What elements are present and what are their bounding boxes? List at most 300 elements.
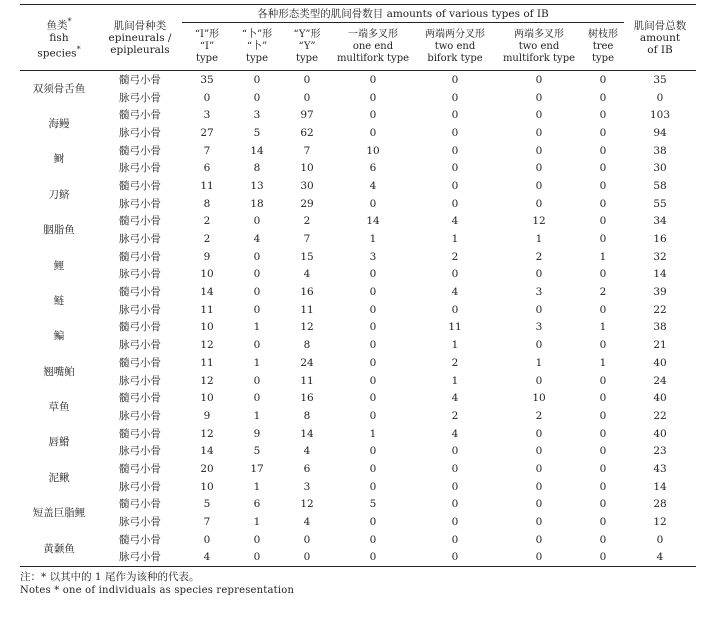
fish-species-name: 鲤: [53, 259, 65, 272]
type-count: 0: [535, 445, 543, 458]
fish-species-name: 泥鳅: [48, 471, 70, 484]
type-count: 15: [300, 250, 314, 263]
type-count: 1: [253, 516, 261, 529]
type-count: 1: [369, 233, 377, 246]
type-count: 1: [369, 427, 377, 440]
type-count: 11: [200, 179, 214, 192]
type-count: 5: [369, 498, 377, 511]
type-count: 4: [182, 549, 232, 567]
type-count: 16: [300, 392, 314, 405]
type-count: 0: [599, 233, 607, 246]
total-value: 16: [653, 233, 667, 246]
header-ib-kind: 肌间骨种类 epineurals / epipleurals: [98, 5, 182, 71]
type-count: 11: [300, 303, 314, 316]
type-count: 0: [535, 480, 543, 493]
total-value: 14: [653, 268, 667, 281]
type-count: 0: [369, 339, 377, 352]
type-count: 0: [599, 109, 607, 122]
type-count: 0: [451, 480, 459, 493]
type-count: 0: [451, 162, 459, 175]
ib-kind: 脉弓小骨: [119, 268, 161, 281]
fish-species-name: 鲥: [53, 153, 65, 166]
table-row: [20, 89, 696, 107]
ib-kind: 髓弓小骨: [119, 427, 161, 440]
total-value: 32: [653, 250, 667, 263]
type-count: 0: [535, 162, 543, 175]
type-count: 0: [535, 268, 543, 281]
ib-kind: 脉弓小骨: [119, 374, 161, 387]
type-count: 0: [599, 480, 607, 493]
type-count: 9: [203, 250, 211, 263]
type-count: 1: [451, 233, 459, 246]
type-count: 30: [300, 179, 314, 192]
type-count: 0: [535, 197, 543, 210]
type-count: 0: [599, 91, 607, 104]
table-row: [20, 531, 696, 549]
type-count: 2: [203, 215, 211, 228]
ib-kind: 髓弓小骨: [119, 250, 161, 263]
type-count: 6: [369, 162, 377, 175]
type-count: 5: [253, 445, 261, 458]
type-count: 0: [332, 549, 414, 567]
type-count: 3: [253, 109, 261, 122]
table-row: [20, 71, 696, 89]
ib-kind: 脉弓小骨: [119, 91, 161, 104]
table-row: [20, 496, 696, 514]
type-count: 2: [451, 409, 459, 422]
type-count: 0: [369, 374, 377, 387]
type-count: 3: [203, 109, 211, 122]
type-count: 29: [300, 197, 314, 210]
table-row: [20, 513, 696, 531]
type-count: 5: [253, 126, 261, 139]
type-count: 0: [599, 339, 607, 352]
type-count: 9: [253, 427, 261, 440]
fish-species-name: 黄颡鱼: [20, 531, 98, 567]
type-count: 2: [535, 250, 543, 263]
type-count: 4: [303, 516, 311, 529]
total-value: 38: [653, 321, 667, 334]
type-count: 13: [250, 179, 264, 192]
note-chinese: 注：* 以其中的 1 尾作为该种的代表。: [20, 571, 200, 584]
table-row: [20, 460, 696, 478]
type-count: 0: [203, 91, 211, 104]
table-row: [20, 389, 696, 407]
type-count: 0: [535, 427, 543, 440]
table-figure: [20, 4, 696, 598]
type-count: 0: [303, 533, 311, 546]
type-count: 1: [535, 233, 543, 246]
type-count: 12: [532, 215, 546, 228]
header-type-2: “Y”形 “Y” type: [282, 23, 332, 71]
type-count: 0: [451, 268, 459, 281]
total-value: 58: [653, 179, 667, 192]
total-value: 43: [653, 462, 667, 475]
type-count: 0: [599, 516, 607, 529]
ib-kind: 髓弓小骨: [119, 286, 161, 299]
total-value: 38: [653, 144, 667, 157]
type-count: 0: [599, 162, 607, 175]
type-count: 0: [599, 409, 607, 422]
table-row: [20, 442, 696, 460]
type-count: 0: [451, 144, 459, 157]
type-count: 0: [253, 91, 261, 104]
type-count: 4: [303, 268, 311, 281]
type-count: 6: [203, 162, 211, 175]
fish-species-name: 双须骨舌鱼: [32, 82, 86, 95]
type-count: 0: [369, 197, 377, 210]
fish-species-name: 唇䱻: [48, 436, 70, 449]
type-count: 0: [451, 109, 459, 122]
type-count: 0: [253, 268, 261, 281]
total-value: 35: [653, 73, 667, 86]
type-count: 0: [369, 356, 377, 369]
type-count: 0: [451, 445, 459, 458]
type-count: 1: [253, 356, 261, 369]
header-type-6: 树枝形 tree type: [582, 23, 624, 71]
type-count: 0: [599, 445, 607, 458]
type-count: 0: [369, 533, 377, 546]
type-count: 0: [451, 197, 459, 210]
total-value: 22: [653, 303, 667, 316]
type-count: 2: [599, 286, 607, 299]
ib-kind: 脉弓小骨: [119, 480, 161, 493]
ib-kind: 髓弓小骨: [119, 179, 161, 192]
type-count: 12: [300, 321, 314, 334]
type-count: 0: [369, 445, 377, 458]
table-row: [20, 159, 696, 177]
intermuscular-bone-table: [20, 4, 696, 567]
type-count: 11: [200, 356, 214, 369]
type-count: 0: [535, 126, 543, 139]
type-count: 0: [253, 339, 261, 352]
type-count: 6: [253, 498, 261, 511]
type-count: 1: [451, 374, 459, 387]
type-count: 1: [253, 409, 261, 422]
type-count: 7: [203, 144, 211, 157]
type-count: 0: [535, 339, 543, 352]
ib-kind: 脉弓小骨: [119, 303, 161, 316]
type-count: 0: [369, 268, 377, 281]
type-count: 0: [599, 126, 607, 139]
fish-species-name: 翘嘴鲌: [43, 365, 75, 378]
table-row: [20, 407, 696, 425]
type-count: 7: [203, 516, 211, 529]
type-count: 0: [582, 549, 624, 567]
type-count: 0: [451, 126, 459, 139]
ib-kind: 脉弓小骨: [119, 197, 161, 210]
type-count: 0: [253, 303, 261, 316]
ib-kind: 脉弓小骨: [119, 409, 161, 422]
type-count: 0: [369, 126, 377, 139]
type-count: 12: [300, 498, 314, 511]
table-notes: [20, 570, 696, 598]
header-type-5: 两端多叉形 two end multifork type: [496, 23, 582, 71]
type-count: 0: [535, 516, 543, 529]
ib-kind: 脉弓小骨: [119, 516, 161, 529]
type-count: 8: [303, 339, 311, 352]
type-count: 0: [451, 516, 459, 529]
type-count: 4: [451, 215, 459, 228]
total-value: 21: [653, 339, 667, 352]
fish-species-name: 胭脂鱼: [43, 224, 75, 237]
type-count: 0: [599, 268, 607, 281]
type-count: 14: [200, 445, 214, 458]
type-count: 0: [369, 480, 377, 493]
type-count: 0: [451, 462, 459, 475]
fish-species-name: 鲢: [53, 294, 65, 307]
ib-kind: 髓弓小骨: [119, 73, 161, 86]
total-value: 4: [624, 549, 696, 567]
type-count: 18: [250, 197, 264, 210]
total-value: 40: [653, 427, 667, 440]
fish-species-name: 短盖巨脂鲤: [32, 507, 86, 520]
header-type-group: 各种形态类型的肌间骨数目 amounts of various types of IB: [182, 5, 624, 23]
table-row: [20, 301, 696, 319]
type-count: 3: [535, 286, 543, 299]
type-count: 0: [451, 498, 459, 511]
header-type-4: 两端两分叉形 two end bifork type: [414, 23, 496, 71]
type-count: 0: [282, 549, 332, 567]
total-value: 23: [653, 445, 667, 458]
type-count: 12: [200, 374, 214, 387]
type-count: 0: [303, 91, 311, 104]
type-count: 4: [253, 233, 261, 246]
type-count: 14: [200, 286, 214, 299]
type-count: 2: [203, 233, 211, 246]
type-count: 10: [300, 162, 314, 175]
type-count: 0: [535, 533, 543, 546]
type-count: 8: [303, 409, 311, 422]
total-value: 0: [656, 91, 664, 104]
total-value: 40: [653, 392, 667, 405]
type-count: 0: [253, 215, 261, 228]
type-count: 0: [535, 462, 543, 475]
type-count: 4: [451, 392, 459, 405]
type-count: 0: [535, 498, 543, 511]
type-count: 0: [599, 197, 607, 210]
type-count: 14: [366, 215, 380, 228]
total-value: 55: [653, 197, 667, 210]
total-value: 0: [656, 533, 664, 546]
fish-species-name: 刀鲚: [48, 188, 70, 201]
type-count: 0: [303, 73, 311, 86]
ib-kind: 髓弓小骨: [119, 215, 161, 228]
type-count: 0: [599, 374, 607, 387]
table-row: [20, 372, 696, 390]
fish-species-name: 鳊: [53, 330, 65, 343]
type-count: 0: [451, 179, 459, 192]
type-count: 14: [250, 144, 264, 157]
type-count: 0: [451, 73, 459, 86]
ib-kind: 髓弓小骨: [119, 392, 161, 405]
table-row: [20, 425, 696, 443]
table-row: [20, 283, 696, 301]
total-value: 22: [653, 409, 667, 422]
type-count: 0: [253, 250, 261, 263]
table-row: [20, 354, 696, 372]
ib-kind: 髓弓小骨: [119, 533, 161, 546]
type-count: 0: [369, 392, 377, 405]
type-count: 7: [303, 144, 311, 157]
ib-kind: 髓弓小骨: [119, 462, 161, 475]
ib-kind: 脉弓小骨: [119, 339, 161, 352]
type-count: 5: [203, 498, 211, 511]
ib-kind: 脉弓小骨: [119, 445, 161, 458]
type-count: 1: [535, 356, 543, 369]
type-count: 0: [535, 303, 543, 316]
type-count: 0: [253, 392, 261, 405]
type-count: 0: [535, 109, 543, 122]
type-count: 16: [300, 286, 314, 299]
type-count: 0: [369, 462, 377, 475]
header-type-0: “I”形 “I” type: [182, 23, 232, 71]
header-type-3: 一端多叉形 one end multifork type: [332, 23, 414, 71]
type-count: 24: [300, 356, 314, 369]
type-count: 0: [369, 303, 377, 316]
type-count: 0: [496, 549, 582, 567]
type-count: 0: [535, 73, 543, 86]
type-count: 0: [232, 549, 282, 567]
type-count: 0: [535, 91, 543, 104]
table-row: [20, 478, 696, 496]
type-count: 10: [532, 392, 546, 405]
type-count: 1: [599, 356, 607, 369]
table-row: [20, 142, 696, 160]
ib-kind: 脉弓小骨: [98, 549, 182, 567]
type-count: 3: [535, 321, 543, 334]
table-row: [20, 106, 696, 124]
type-count: 0: [599, 303, 607, 316]
type-count: 1: [253, 321, 261, 334]
type-count: 0: [599, 427, 607, 440]
type-count: 0: [535, 374, 543, 387]
type-count: 0: [451, 91, 459, 104]
ib-kind: 脉弓小骨: [119, 162, 161, 175]
type-count: 0: [599, 392, 607, 405]
type-count: 0: [203, 533, 211, 546]
table-row: [20, 266, 696, 284]
type-count: 10: [200, 268, 214, 281]
type-count: 0: [369, 321, 377, 334]
type-count: 0: [599, 144, 607, 157]
type-count: 11: [200, 303, 214, 316]
ib-kind: 脉弓小骨: [119, 233, 161, 246]
type-count: 0: [599, 462, 607, 475]
type-count: 0: [599, 533, 607, 546]
type-count: 11: [300, 374, 314, 387]
type-count: 0: [369, 516, 377, 529]
type-count: 0: [369, 109, 377, 122]
type-count: 0: [253, 533, 261, 546]
type-count: 0: [253, 73, 261, 86]
table-row: [20, 195, 696, 213]
total-value: 12: [653, 516, 667, 529]
type-count: 62: [300, 126, 314, 139]
type-count: 10: [366, 144, 380, 157]
type-count: 1: [599, 321, 607, 334]
type-count: 17: [250, 462, 264, 475]
type-count: 20: [200, 462, 214, 475]
type-count: 27: [200, 126, 214, 139]
total-value: 39: [653, 286, 667, 299]
ib-kind: 髓弓小骨: [119, 109, 161, 122]
type-count: 3: [303, 480, 311, 493]
total-value: 94: [653, 126, 667, 139]
type-count: 0: [535, 179, 543, 192]
type-count: 0: [599, 215, 607, 228]
type-count: 6: [303, 462, 311, 475]
table-row: [20, 124, 696, 142]
type-count: 1: [451, 339, 459, 352]
ib-kind: 髓弓小骨: [119, 498, 161, 511]
type-count: 35: [200, 73, 214, 86]
type-count: 0: [369, 286, 377, 299]
type-count: 11: [448, 321, 462, 334]
type-count: 4: [451, 286, 459, 299]
total-value: 24: [653, 374, 667, 387]
table-row: [20, 319, 696, 337]
type-count: 0: [369, 73, 377, 86]
type-count: 0: [599, 73, 607, 86]
header-type-1: “卜”形 “卜” type: [232, 23, 282, 71]
type-count: 10: [200, 392, 214, 405]
type-count: 9: [203, 409, 211, 422]
type-count: 2: [535, 409, 543, 422]
type-count: 0: [253, 286, 261, 299]
header-total: 肌间骨总数 amount of IB: [624, 5, 696, 71]
total-value: 34: [653, 215, 667, 228]
table-row: [20, 549, 696, 567]
ib-kind: 髓弓小骨: [119, 144, 161, 157]
total-value: 103: [649, 109, 671, 122]
table-row: [20, 177, 696, 195]
total-value: 14: [653, 480, 667, 493]
fish-species-name: 海鳗: [48, 118, 70, 131]
type-count: 3: [369, 250, 377, 263]
table-row: [20, 230, 696, 248]
type-count: 0: [253, 374, 261, 387]
type-count: 14: [300, 427, 314, 440]
total-value: 28: [653, 498, 667, 511]
type-count: 0: [369, 91, 377, 104]
table-row: [20, 336, 696, 354]
fish-species-name: 草鱼: [48, 401, 70, 414]
type-count: 0: [535, 144, 543, 157]
table-row: [20, 248, 696, 266]
type-count: 0: [451, 533, 459, 546]
header-fish-species: 鱼类* fish species*: [20, 5, 98, 71]
type-count: 8: [253, 162, 261, 175]
total-value: 40: [653, 356, 667, 369]
type-count: 7: [303, 233, 311, 246]
type-count: 97: [300, 109, 314, 122]
type-count: 10: [200, 321, 214, 334]
type-count: 1: [253, 480, 261, 493]
note-english: Notes * one of individuals as species representation: [20, 585, 295, 597]
type-count: 0: [369, 409, 377, 422]
ib-kind: 髓弓小骨: [119, 356, 161, 369]
type-count: 4: [369, 179, 377, 192]
type-count: 0: [414, 549, 496, 567]
type-count: 4: [303, 445, 311, 458]
type-count: 4: [451, 427, 459, 440]
type-count: 12: [200, 339, 214, 352]
table-row: [20, 213, 696, 231]
type-count: 0: [599, 179, 607, 192]
type-count: 8: [203, 197, 211, 210]
ib-kind: 髓弓小骨: [119, 321, 161, 334]
